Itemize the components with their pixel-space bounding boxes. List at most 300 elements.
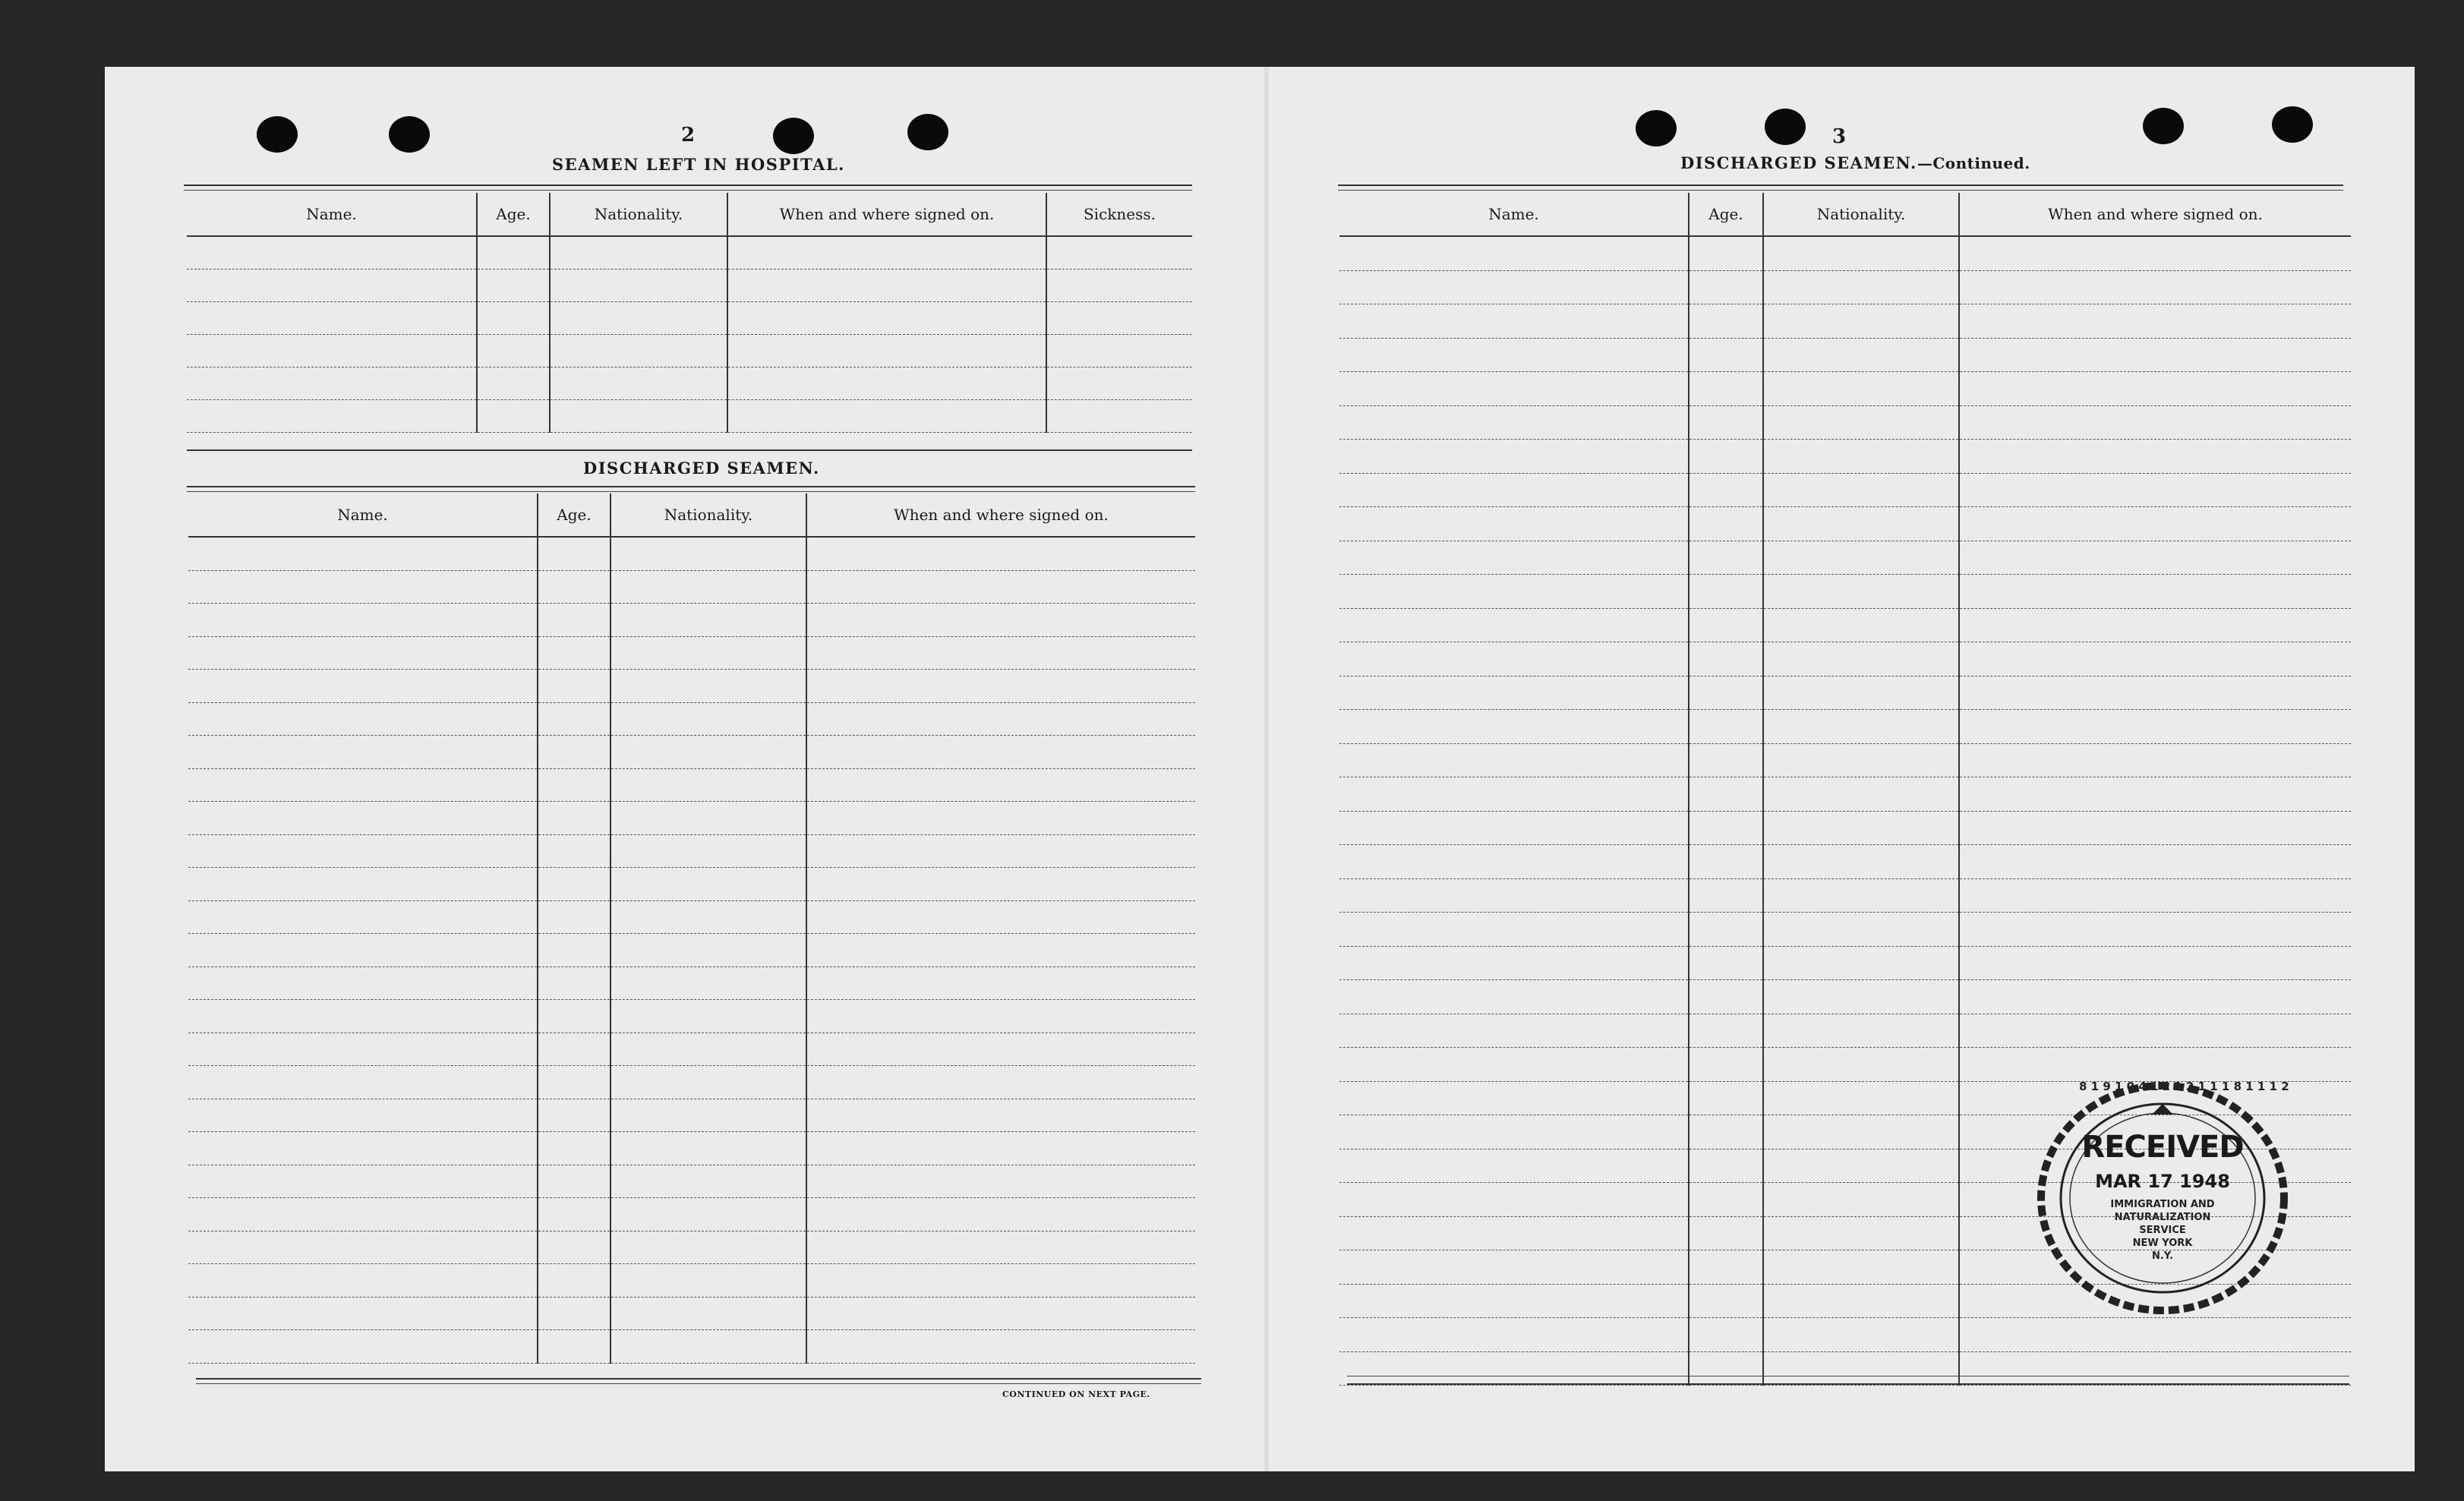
table-row: [188, 1198, 1195, 1231]
blank-cell: [1339, 1048, 1689, 1082]
blank-cell: [1689, 405, 1763, 440]
blank-cell: [806, 1066, 1195, 1099]
blank-cell: [1959, 338, 2351, 372]
blank-cell: [1763, 845, 1959, 879]
blank-cell: [1339, 236, 1689, 270]
blank-cell: [477, 302, 550, 335]
blank-cell: [538, 1198, 610, 1231]
blank-cell: [1339, 1216, 1689, 1250]
stamp-received: RECEIVED: [2081, 1130, 2244, 1165]
blank-cell: [188, 1165, 538, 1198]
blank-cell: [187, 236, 477, 270]
stamp-office: [2094, 1198, 2231, 1263]
blank-cell: [1689, 946, 1763, 980]
blank-cell: [1339, 1351, 1689, 1386]
hospital-table: [187, 193, 1192, 433]
blank-cell: [538, 802, 610, 835]
blank-cell: [1339, 575, 1689, 609]
section-rule: [187, 491, 1195, 492]
blank-cell: [1339, 507, 1689, 541]
blank-cell: [188, 1066, 538, 1099]
blank-cell: [1763, 507, 1959, 541]
blank-cell: [1763, 777, 1959, 812]
column-header: Nationality.: [550, 193, 727, 236]
blank-cell: [806, 967, 1195, 1000]
table-row: [188, 1165, 1195, 1198]
blank-cell: [477, 367, 550, 400]
table-row: [188, 702, 1195, 736]
blank-cell: [188, 1132, 538, 1165]
blank-cell: [477, 335, 550, 367]
blank-cell: [1339, 1081, 1689, 1115]
column-header: Name.: [188, 494, 538, 537]
table-row: [188, 1066, 1195, 1099]
hospital-section-title: SEAMEN LEFT IN HOSPITAL.: [552, 155, 845, 174]
blank-cell: [1046, 236, 1192, 270]
footer-rule: [1347, 1383, 2349, 1385]
blank-cell: [188, 967, 538, 1000]
blank-cell: [1689, 676, 1763, 710]
blank-cell: [1339, 440, 1689, 474]
blank-cell: [806, 1198, 1195, 1231]
blank-cell: [1959, 440, 2351, 474]
blank-cell: [1959, 236, 2351, 270]
blank-cell: [1689, 236, 1763, 270]
blank-cell: [610, 967, 806, 1000]
blank-cell: [1689, 440, 1763, 474]
table-row: [188, 670, 1195, 703]
blank-cell: [1763, 878, 1959, 913]
blank-cell: [1689, 845, 1763, 879]
blank-cell: [187, 335, 477, 367]
blank-cell: [1959, 811, 2351, 845]
blank-cell: [1959, 980, 2351, 1014]
blank-cell: [1763, 405, 1959, 440]
blank-cell: [610, 802, 806, 835]
blank-cell: [538, 736, 610, 769]
blank-cell: [1689, 710, 1763, 744]
binder-hole: [2143, 108, 2184, 144]
blank-cell: [188, 604, 538, 637]
blank-cell: [1689, 913, 1763, 947]
footer-rule: [196, 1383, 1201, 1384]
blank-cell: [727, 302, 1046, 335]
table-row: [188, 636, 1195, 670]
blank-cell: [1689, 743, 1763, 777]
table-row: [188, 834, 1195, 868]
blank-cell: [1763, 1048, 1959, 1082]
blank-cell: [1763, 1183, 1959, 1217]
blank-cell: [188, 537, 538, 570]
blank-cell: [610, 1231, 806, 1264]
blank-cell: [1763, 1351, 1959, 1386]
blank-cell: [1959, 270, 2351, 304]
table-row: [188, 604, 1195, 637]
table-row: [188, 868, 1195, 901]
blank-cell: [806, 900, 1195, 934]
blank-cell: [610, 1066, 806, 1099]
table-row: [1339, 1351, 2351, 1386]
blank-cell: [1689, 608, 1763, 642]
blank-cell: [550, 335, 727, 367]
blank-cell: [538, 702, 610, 736]
discharged-section-title: DISCHARGED SEAMEN.: [583, 459, 820, 478]
blank-cell: [1689, 980, 1763, 1014]
blank-cell: [188, 1330, 538, 1364]
blank-cell: [610, 768, 806, 802]
table-row: [188, 537, 1195, 570]
binder-hole: [1765, 109, 1806, 145]
blank-cell: [188, 736, 538, 769]
blank-cell: [1339, 1318, 1689, 1352]
column-header: Age.: [477, 193, 550, 236]
section-rule: [187, 486, 1195, 487]
blank-cell: [610, 934, 806, 967]
blank-cell: [188, 1033, 538, 1066]
table-row: [188, 1000, 1195, 1033]
table-row: [188, 802, 1195, 835]
blank-cell: [188, 1000, 538, 1033]
blank-cell: [1339, 676, 1689, 710]
table-row: [188, 1132, 1195, 1165]
blank-cell: [1763, 236, 1959, 270]
blank-cell: [188, 1264, 538, 1298]
blank-cell: [806, 670, 1195, 703]
blank-cell: [610, 1297, 806, 1330]
blank-cell: [538, 636, 610, 670]
blank-cell: [806, 834, 1195, 868]
blank-cell: [1689, 575, 1763, 609]
blank-cell: [1689, 473, 1763, 507]
blank-cell: [1763, 1014, 1959, 1048]
blank-cell: [1339, 372, 1689, 406]
table-row: [188, 1264, 1195, 1298]
blank-cell: [1339, 845, 1689, 879]
table-row: [1339, 743, 2351, 777]
blank-cell: [806, 1000, 1195, 1033]
blank-cell: [477, 236, 550, 270]
blank-cell: [1339, 913, 1689, 947]
blank-cell: [1689, 1284, 1763, 1318]
blank-cell: [1959, 913, 2351, 947]
table-row: [1339, 440, 2351, 474]
blank-cell: [188, 1297, 538, 1330]
discharged-continued-title: [1680, 153, 2030, 172]
blank-cell: [188, 768, 538, 802]
blank-cell: [538, 1000, 610, 1033]
stamp-ring-text: 8 1 9 1 0 4 1 2 1 2 1 1 1 8 1 1 1 2: [2079, 1080, 2289, 1093]
table-row: [1339, 811, 2351, 845]
blank-cell: [538, 537, 610, 570]
blank-cell: [1763, 304, 1959, 339]
blank-cell: [1763, 1216, 1959, 1250]
table-row: [1339, 473, 2351, 507]
stamp-office-line: SERVICE: [2139, 1225, 2186, 1236]
blank-cell: [538, 1330, 610, 1364]
blank-cell: [1689, 1048, 1763, 1082]
blank-cell: [1959, 743, 2351, 777]
table-row: [1339, 405, 2351, 440]
blank-cell: [1959, 473, 2351, 507]
blank-cell: [1339, 608, 1689, 642]
blank-cell: [550, 302, 727, 335]
binder-hole: [2272, 106, 2313, 143]
blank-cell: [1046, 400, 1192, 433]
blank-cell: [806, 702, 1195, 736]
blank-cell: [727, 335, 1046, 367]
blank-cell: [727, 400, 1046, 433]
table-row: [1339, 777, 2351, 812]
table-row: [188, 768, 1195, 802]
blank-cell: [1689, 878, 1763, 913]
blank-cell: [1689, 338, 1763, 372]
table-row: [1339, 676, 2351, 710]
blank-cell: [1763, 440, 1959, 474]
blank-cell: [1763, 1149, 1959, 1183]
blank-cell: [610, 604, 806, 637]
blank-cell: [188, 1099, 538, 1132]
blank-cell: [1763, 946, 1959, 980]
blank-cell: [1763, 1250, 1959, 1285]
column-header: When and where signed on.: [806, 494, 1195, 537]
blank-cell: [610, 1033, 806, 1066]
blank-cell: [610, 570, 806, 604]
blank-cell: [550, 270, 727, 302]
blank-cell: [538, 934, 610, 967]
blank-cell: [188, 802, 538, 835]
table-row: [1339, 913, 2351, 947]
blank-cell: [1689, 507, 1763, 541]
blank-cell: [1959, 777, 2351, 812]
blank-cell: [187, 302, 477, 335]
blank-cell: [806, 570, 1195, 604]
blank-cell: [1689, 1183, 1763, 1217]
blank-cell: [1339, 710, 1689, 744]
blank-cell: [188, 570, 538, 604]
blank-cell: [1339, 1250, 1689, 1285]
blank-cell: [610, 900, 806, 934]
blank-cell: [1689, 642, 1763, 676]
blank-cell: [538, 1132, 610, 1165]
blank-cell: [188, 702, 538, 736]
blank-cell: [538, 868, 610, 901]
table-row: [1339, 270, 2351, 304]
blank-cell: [550, 367, 727, 400]
blank-cell: [538, 570, 610, 604]
blank-cell: [477, 400, 550, 433]
blank-cell: [1339, 338, 1689, 372]
blank-cell: [1339, 473, 1689, 507]
table-row: [188, 1099, 1195, 1132]
table-row: [188, 570, 1195, 604]
blank-cell: [806, 802, 1195, 835]
blank-cell: [1339, 270, 1689, 304]
table-row: [1339, 372, 2351, 406]
blank-cell: [477, 270, 550, 302]
blank-cell: [188, 1198, 538, 1231]
binder-hole: [907, 114, 948, 150]
column-header: When and where signed on.: [1959, 193, 2351, 236]
blank-cell: [1689, 541, 1763, 575]
blank-cell: [1763, 1284, 1959, 1318]
blank-cell: [610, 1099, 806, 1132]
blank-cell: [1689, 1014, 1763, 1048]
blank-cell: [1959, 845, 2351, 879]
blank-cell: [1959, 608, 2351, 642]
blank-cell: [610, 1132, 806, 1165]
blank-cell: [1689, 1149, 1763, 1183]
blank-cell: [1689, 811, 1763, 845]
blank-cell: [187, 270, 477, 302]
column-header: Name.: [1339, 193, 1689, 236]
blank-cell: [1689, 304, 1763, 339]
blank-cell: [610, 1264, 806, 1298]
blank-cell: [188, 670, 538, 703]
blank-cell: [1339, 1014, 1689, 1048]
table-row: [187, 367, 1192, 400]
blank-cell: [1959, 710, 2351, 744]
page-number: 2: [681, 124, 696, 147]
discharged-table: [188, 494, 1195, 1364]
blank-cell: [1763, 372, 1959, 406]
blank-cell: [806, 636, 1195, 670]
blank-cell: [806, 934, 1195, 967]
blank-cell: [806, 1231, 1195, 1264]
blank-cell: [1689, 372, 1763, 406]
blank-cell: [1763, 608, 1959, 642]
blank-cell: [1763, 676, 1959, 710]
blank-cell: [538, 967, 610, 1000]
blank-cell: [188, 834, 538, 868]
blank-cell: [1689, 1115, 1763, 1149]
table-row: [1339, 642, 2351, 676]
table-row: [188, 1033, 1195, 1066]
blank-cell: [1339, 1183, 1689, 1217]
blank-cell: [188, 934, 538, 967]
blank-cell: [538, 1297, 610, 1330]
table-row: [1339, 236, 2351, 270]
blank-cell: [610, 1330, 806, 1364]
blank-cell: [1763, 541, 1959, 575]
blank-cell: [1959, 1318, 2351, 1352]
blank-cell: [538, 1264, 610, 1298]
blank-cell: [1339, 642, 1689, 676]
stamp-date: MAR 17 1948: [2095, 1171, 2230, 1192]
table-row: [188, 736, 1195, 769]
title-main: DISCHARGED SEAMEN.: [1680, 153, 1917, 172]
blank-cell: [1689, 1318, 1763, 1352]
blank-cell: [1763, 1081, 1959, 1115]
blank-cell: [1763, 710, 1959, 744]
blank-cell: [188, 900, 538, 934]
table-row: [1339, 845, 2351, 879]
table-row: [188, 900, 1195, 934]
blank-cell: [1339, 743, 1689, 777]
blank-cell: [806, 537, 1195, 570]
blank-cell: [1339, 1149, 1689, 1183]
blank-cell: [1763, 473, 1959, 507]
table-row: [1339, 507, 2351, 541]
blank-cell: [1959, 507, 2351, 541]
blank-cell: [1689, 270, 1763, 304]
table-row: [187, 335, 1192, 367]
table-row: [1339, 304, 2351, 339]
blank-cell: [806, 1330, 1195, 1364]
blank-cell: [806, 1132, 1195, 1165]
stamp-office-line: NEW YORK: [2132, 1238, 2193, 1249]
column-header: Name.: [187, 193, 477, 236]
blank-cell: [538, 1165, 610, 1198]
page-number: 3: [1832, 125, 1847, 148]
blank-cell: [1339, 878, 1689, 913]
blank-cell: [1959, 946, 2351, 980]
blank-cell: [538, 1231, 610, 1264]
blank-cell: [610, 537, 806, 570]
blank-cell: [610, 1165, 806, 1198]
binder-hole: [257, 116, 298, 153]
blank-cell: [806, 1264, 1195, 1298]
blank-cell: [1763, 575, 1959, 609]
blank-cell: [538, 1066, 610, 1099]
blank-cell: [1959, 1014, 2351, 1048]
blank-cell: [1339, 946, 1689, 980]
table-row: [1339, 338, 2351, 372]
blank-cell: [1763, 1115, 1959, 1149]
blank-cell: [1959, 575, 2351, 609]
blank-cell: [610, 636, 806, 670]
header-rule: [1338, 190, 2343, 191]
blank-cell: [1689, 1351, 1763, 1386]
blank-cell: [1959, 676, 2351, 710]
blank-cell: [538, 768, 610, 802]
header-rule: [184, 184, 1192, 186]
blank-cell: [806, 768, 1195, 802]
table-row: [1339, 878, 2351, 913]
blank-cell: [1339, 541, 1689, 575]
blank-cell: [1763, 270, 1959, 304]
blank-cell: [727, 270, 1046, 302]
title-suffix: —Continued.: [1917, 154, 2030, 172]
blank-cell: [610, 834, 806, 868]
blank-cell: [538, 834, 610, 868]
table-row: [187, 236, 1192, 270]
table-row: [187, 302, 1192, 335]
received-stamp: [2033, 1077, 2292, 1320]
page-fold: [1264, 67, 1269, 1471]
table-row: [187, 400, 1192, 433]
blank-cell: [1339, 405, 1689, 440]
blank-cell: [1763, 913, 1959, 947]
blank-cell: [806, 736, 1195, 769]
blank-cell: [1689, 1216, 1763, 1250]
blank-cell: [538, 1099, 610, 1132]
blank-cell: [806, 868, 1195, 901]
table-row: [187, 270, 1192, 302]
table-row: [1339, 980, 2351, 1014]
blank-cell: [538, 604, 610, 637]
blank-cell: [1339, 304, 1689, 339]
stamp-office-line: NATURALIZATION: [2114, 1212, 2211, 1223]
blank-cell: [1339, 777, 1689, 812]
blank-cell: [806, 1297, 1195, 1330]
column-header: Age.: [1689, 193, 1763, 236]
blank-cell: [610, 702, 806, 736]
blank-cell: [1046, 335, 1192, 367]
blank-cell: [610, 1198, 806, 1231]
header-rule: [184, 190, 1192, 191]
table-row: [1339, 608, 2351, 642]
table-row: [1339, 1014, 2351, 1048]
